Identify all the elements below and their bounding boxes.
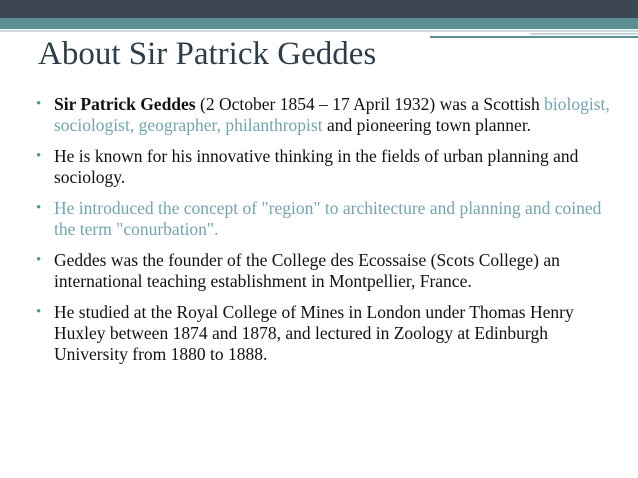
bullet-text-end: and pioneering town planner. — [322, 115, 532, 135]
bullet-item-thinking — [36, 146, 616, 188]
slide-title: About Sir Patrick Geddes — [38, 36, 377, 72]
bullet-text-dates: (2 October 1854 – 17 April 1932) was a Scottish — [195, 94, 545, 114]
bullet-text: He introduced the concept of "region" to architecture and planning and coined the term "conurbation". — [54, 198, 602, 239]
bullet-text: He is known for his innovative thinking in the fields of urban planning and sociology. — [54, 146, 579, 187]
bullet-icon: • — [36, 148, 42, 164]
top-bar-dark — [0, 0, 638, 18]
header-accent-line-teal — [430, 36, 638, 38]
bullet-item-college — [36, 250, 616, 292]
bullet-text: He studied at the Royal College of Mines in London under Thomas Henry Huxley between 1874 and 1878, and lectured in Zoology at Edinburgh University from 1880 to 1888. — [54, 302, 574, 364]
top-bar-teal — [0, 18, 638, 29]
bullet-item-studies — [36, 302, 616, 365]
bullet-icon: • — [36, 200, 42, 216]
bullet-text: Geddes was the founder of the College des Ecossaise (Scots College) an international teaching establishment in Montpellier, France. — [54, 250, 560, 291]
bullet-icon: • — [36, 252, 42, 268]
header-accent-line-short — [530, 33, 638, 35]
bullet-icon: • — [36, 96, 42, 112]
bullet-list — [36, 94, 616, 375]
bullet-icon: • — [36, 304, 42, 320]
bullet-item-intro — [36, 94, 616, 136]
bullet-item-region — [36, 198, 616, 240]
person-name: Sir Patrick Geddes — [54, 94, 196, 114]
professions-text: biologist, sociologist, geographer, philanthropist — [54, 94, 610, 135]
header-accent-line — [0, 30, 638, 32]
